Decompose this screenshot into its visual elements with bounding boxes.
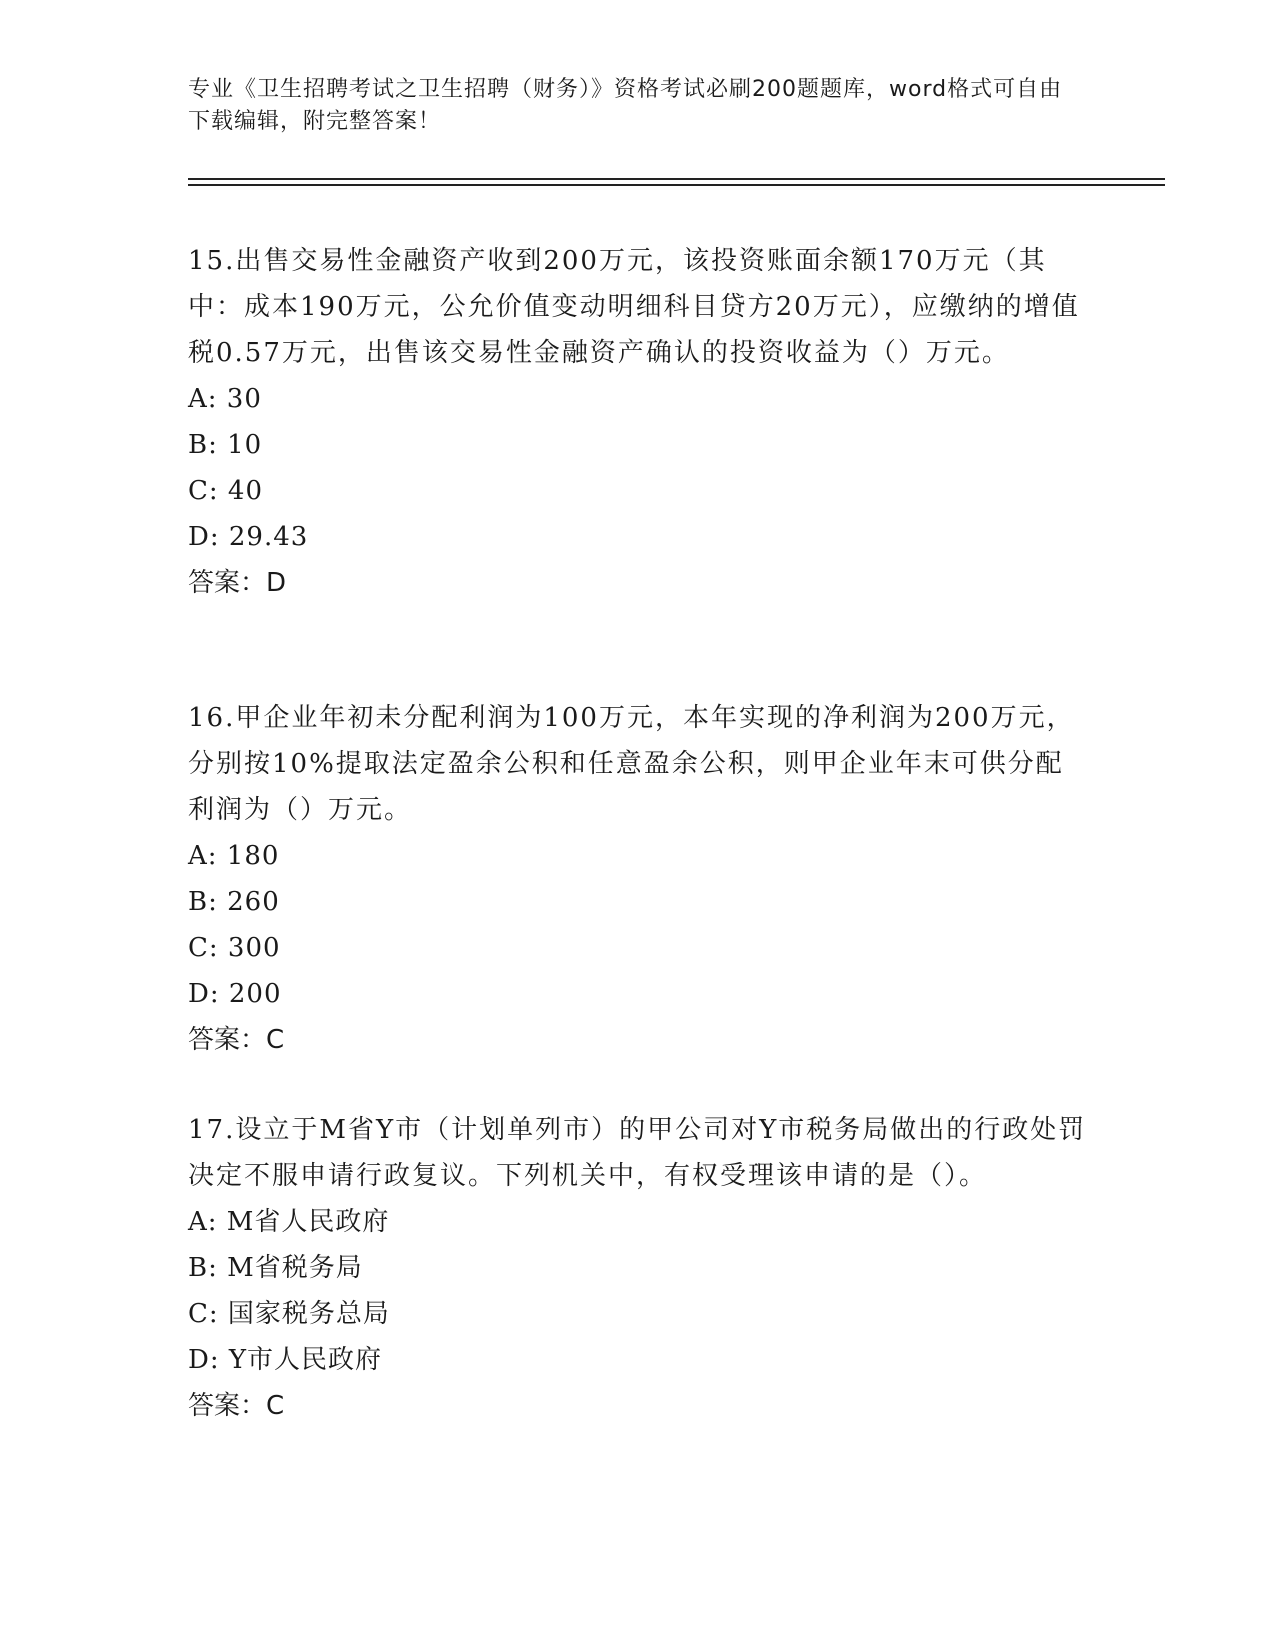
option-c: C: 300 bbox=[188, 933, 281, 963]
question-stem: 15.出售交易性金融资产收到200万元，该投资账面余额170万元（其中：成本190万元，公允价值变动明细科目贷方20万元），应缴纳的增值税0.57万元，出售该交易性金融资产确认的投资收益为（）万元。 bbox=[188, 246, 1080, 368]
option-b: B: M省税务局 bbox=[188, 1253, 363, 1283]
option-d: D: 200 bbox=[188, 979, 282, 1009]
option-a: A: 180 bbox=[188, 841, 280, 871]
answer-line: 答案：C bbox=[188, 1025, 285, 1055]
option-d: D: Y市人民政府 bbox=[188, 1345, 383, 1375]
question-16 bbox=[188, 695, 1088, 1063]
header-divider-bottom bbox=[188, 184, 1165, 186]
answer-line: 答案：D bbox=[188, 568, 287, 598]
header-text: 专业《卫生招聘考试之卫生招聘（财务）》资格考试必刷200题题库，word格式可自由下载编辑，附完整答案！ bbox=[188, 77, 1063, 134]
header-divider-top bbox=[188, 178, 1165, 180]
option-a: A: M省人民政府 bbox=[188, 1207, 390, 1237]
answer-line: 答案：C bbox=[188, 1391, 285, 1421]
document-header bbox=[188, 74, 1068, 138]
option-b: B: 260 bbox=[188, 887, 280, 917]
option-a: A: 30 bbox=[188, 384, 262, 414]
question-17 bbox=[188, 1107, 1088, 1429]
question-stem: 17.设立于M省Y市（计划单列市）的甲公司对Y市税务局做出的行政处罚决定不服申请行政复议。下列机关中，有权受理该申请的是（）。 bbox=[188, 1115, 1087, 1191]
option-c: C: 40 bbox=[188, 476, 264, 506]
option-c: C: 国家税务总局 bbox=[188, 1299, 390, 1329]
option-b: B: 10 bbox=[188, 430, 263, 460]
question-stem: 16.甲企业年初未分配利润为100万元，本年实现的净利润为200万元，分别按10%提取法定盈余公积和任意盈余公积，则甲企业年末可供分配利润为（）万元。 bbox=[188, 703, 1075, 825]
question-15 bbox=[188, 238, 1088, 606]
option-d: D: 29.43 bbox=[188, 522, 309, 552]
